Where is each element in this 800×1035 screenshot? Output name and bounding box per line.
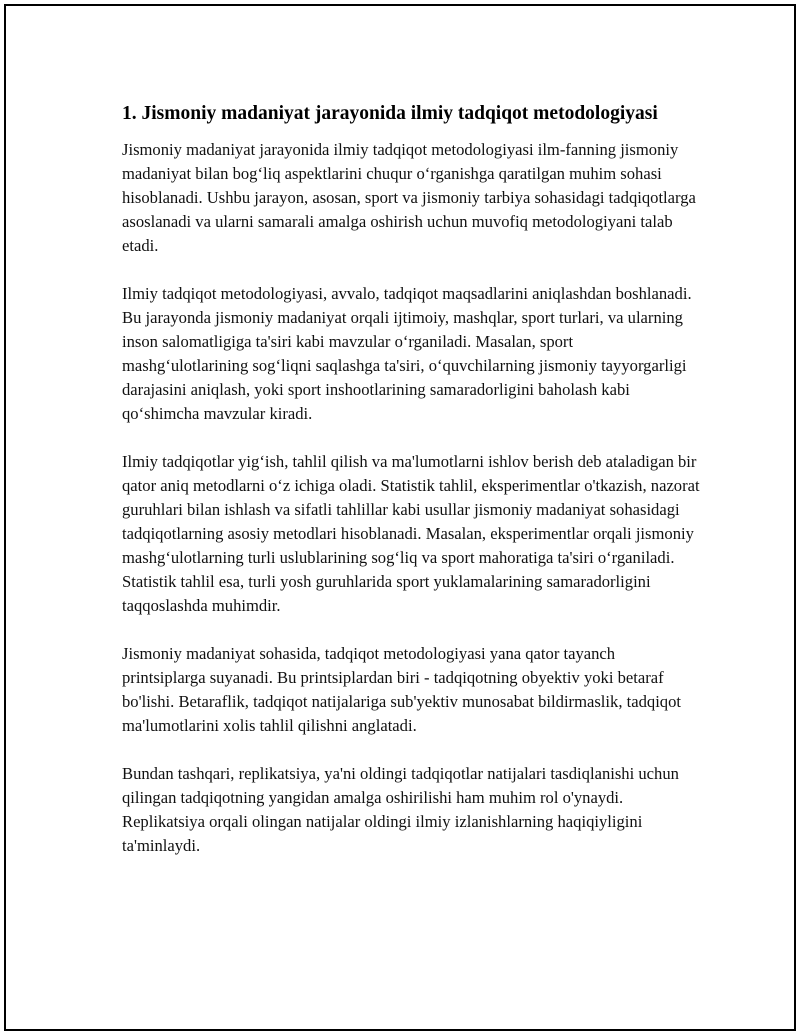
paragraph-3: Ilmiy tadqiqotlar yig‘ish, tahlil qilish va ma'lumotlarni ishlov berish deb ataladigan bir qator aniq metodlarni o‘z ichiga oladi. Statistik tahlil, eksperimentlar o'tkazish, nazorat guruhlari bilan ishlash va sifatli tahlillar kabi usullar jismoniy madaniyat sohasidagi tadqiqotlarning asosiy metodlari hisoblanadi. Masalan, eksperimentlar orqali jismoniy mashg‘ulotlarning turli uslublarining sog‘liq va sport mahoratiga ta'siri o‘rganiladi. Statistik tahlil esa, turli yosh guruhlarida sport yuklamalarining samaradorligini taqqoslashda muhimdir. bbox=[122, 452, 700, 615]
paragraph-2: Ilmiy tadqiqot metodologiyasi, avvalo, tadqiqot maqsadlarini aniqlashdan boshlanadi. Bu jarayonda jismoniy madaniyat orqali ijtimoiy, mashqlar, sport turlari, va ularning inson salomatligiga ta'siri kabi mavzular o‘rganiladi. Masalan, sport mashg‘ulotlarining sog‘liqni saqlashga ta'siri, o‘quvchilarning jismoniy tayyorgarligi darajasini aniqlash, yoki sport inshootlarining samaradorligini baholash kabi qo‘shimcha mavzular kiradi. bbox=[122, 284, 692, 423]
paragraph-5: Bundan tashqari, replikatsiya, ya'ni oldingi tadqiqotlar natijalari tasdiqlanishi uchun qilingan tadqiqotning yangidan amalga oshirilishi ham muhim rol o'ynaydi. Replikatsiya orqali olingan natijalar oldingi ilmiy izlanishlarning haqiqiyligini ta'minlaydi. bbox=[122, 764, 679, 855]
page-frame bbox=[4, 4, 796, 1031]
section-heading: 1. Jismoniy madaniyat jarayonida ilmiy tadqiqot metodologiyasi bbox=[122, 103, 658, 124]
paragraph-1: Jismoniy madaniyat jarayonida ilmiy tadqiqot metodologiyasi ilm-fanning jismoniy madaniyat bilan bog‘liq aspektlarini chuqur o‘rganishga qaratilgan muhim sohasi hisoblanadi. Ushbu jarayon, asosan, sport va jismoniy tarbiya sohasidagi tadqiqotlarga asoslanadi va ularni samarali amalga oshirish uchun muvofiq metodologiyani talab etadi. bbox=[122, 140, 696, 255]
paragraph-4: Jismoniy madaniyat sohasida, tadqiqot metodologiyasi yana qator tayanch printsiplarga suyanadi. Bu printsiplardan biri - tadqiqotning obyektiv yoki betaraf bo'lishi. Betaraflik, tadqiqot natijalariga sub'yektiv munosabat bildirmaslik, tadqiqot ma'lumotlarini xolis tahlil qilishni anglatadi. bbox=[122, 644, 682, 735]
document-body bbox=[122, 100, 702, 882]
